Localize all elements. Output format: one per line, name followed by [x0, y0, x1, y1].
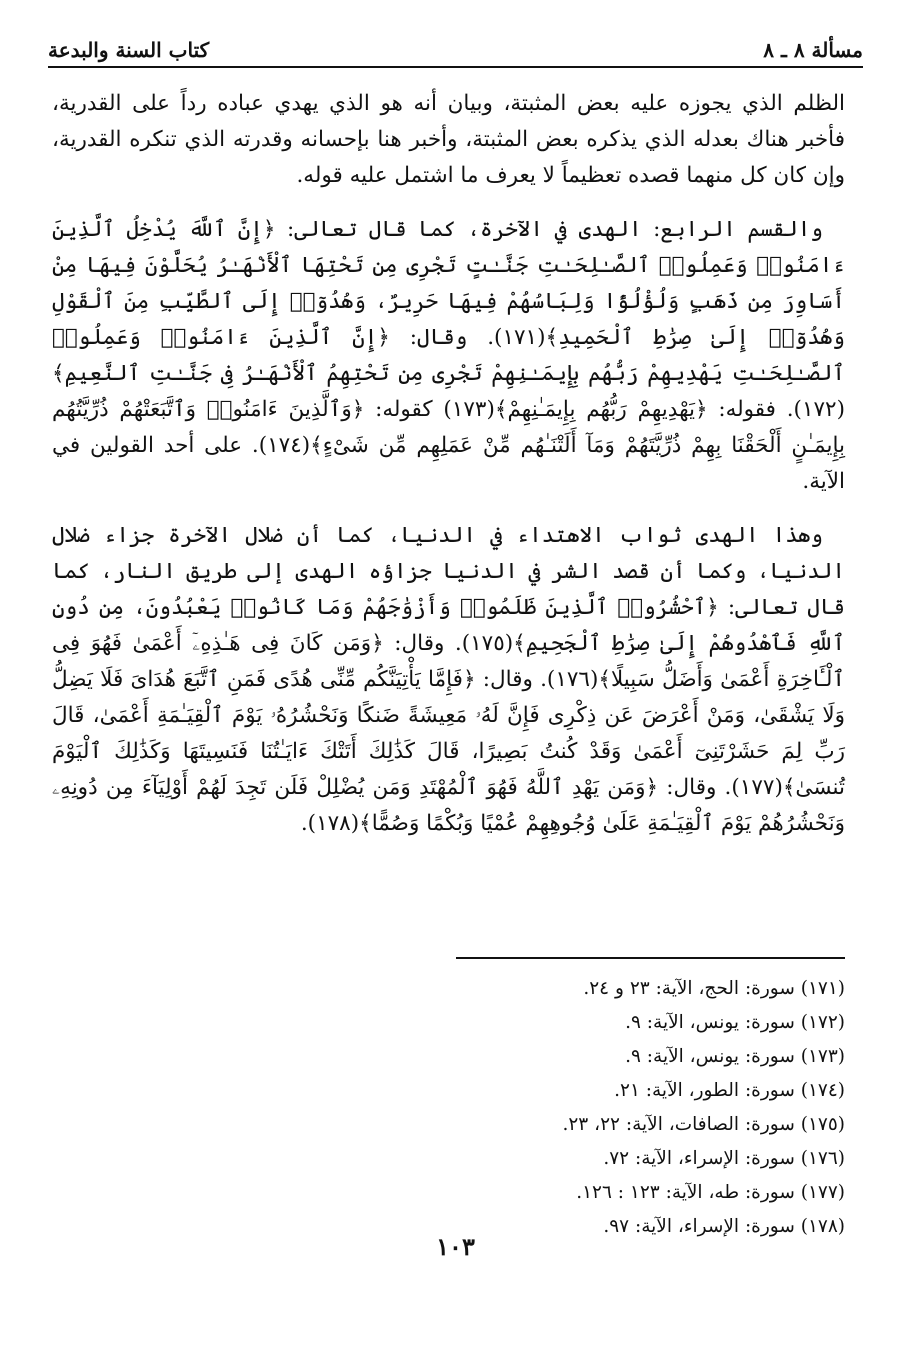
- header-rule: [48, 66, 863, 68]
- issue-number: مسألة ٨ ـ ٨: [763, 38, 863, 62]
- footnote-separator: [456, 957, 845, 959]
- paragraph-3: وهذا الهدى ثواب الاهتداء في الدنيا، كما أن ضلال الآخرة جزاء ضلال الدنيا، وكما أن قصد الشر في الدنيا جزاؤه الهدى إلى طريق النار، كما قال تعالى: ﴿ٱحْشُرُوا۟ ٱلَّذِينَ ظَلَمُوا۟ وَأَزْوَٰجَهُمْ وَمَا كَانُوا۟ يَعْبُدُونَ، مِن دُونِ ٱللَّهِ فَٱهْدُوهُمْ إِلَىٰ صِرَٰطِ ٱلْجَحِيمِ﴾(١٧٥). وقال: ﴿وَمَن كَانَ فِى هَـٰذِهِۦٓ أَعْمَىٰ فَهُوَ فِى ٱلْـَٔاخِرَةِ أَعْمَىٰ وَأَضَلُّ سَبِيلًا﴾(١٧٦). وقال: ﴿فَإِمَّا يَأْتِيَنَّكُم مِّنِّى هُدًى فَمَنِ ٱتَّبَعَ هُدَاىَ فَلَا يَضِلُّ وَلَا يَشْقَىٰ، وَمَنْ أَعْرَضَ عَن ذِكْرِى فَإِنَّ لَهُۥ مَعِيشَةً ضَنكًا وَنَحْشُرُهُۥ يَوْمَ ٱلْقِيَـٰمَةِ أَعْمَىٰ، قَالَ رَبِّ لِمَ حَشَرْتَنِىٓ أَعْمَىٰ وَقَدْ كُنتُ بَصِيرًا، قَالَ كَذَٰلِكَ أَتَتْكَ ءَايَـٰتُنَا فَنَسِيتَهَا وَكَذَٰلِكَ ٱلْيَوْمَ تُنسَىٰ﴾(١٧٧). وقال: ﴿وَمَن يَهْدِ ٱللَّهُ فَهُوَ ٱلْمُهْتَدِ وَمَن يُضْلِلْ فَلَن تَجِدَ لَهُمْ أَوْلِيَآءَ مِن دُونِهِۦ وَنَحْشُرُهُمْ يَوْمَ ٱلْقِيَـٰمَةِ عَلَىٰ وُجُوهِهِمْ عُمْيًا وَبُكْمًا وَصُمًّا﴾(١٧٨).: [52, 523, 845, 836]
- running-header: [48, 30, 863, 62]
- footnote-171: (١٧١) سورة: الحج، الآية: ٢٣ و ٢٤.: [583, 978, 845, 999]
- footnote-173: (١٧٣) سورة: يونس، الآية: ٩.: [625, 1046, 845, 1067]
- footnote-177: (١٧٧) سورة: طه، الآية: ١٢٣ : ١٢٦.: [576, 1182, 845, 1203]
- footnotes: [145, 972, 845, 1244]
- footnote-176: (١٧٦) سورة: الإسراء، الآية: ٧٢.: [603, 1148, 845, 1169]
- paragraph-1: الظلم الذي يجوزه عليه بعض المثبتة، وبيان أنه هو الذي يهدي عباده رداً على القدرية، فأخبر هناك بعدله الذي يذكره بعض المثبتة، وأخبر هنا بإحسانه وقدرته الذي تنكره القدرية، وإن كان كل منهما قصده تعظيماً لا يعرف ما اشتمل عليه قوله.: [52, 91, 845, 188]
- main-text: [52, 86, 845, 860]
- footnote-174: (١٧٤) سورة: الطور، الآية: ٢١.: [614, 1080, 845, 1101]
- footnote-175: (١٧٥) سورة: الصافات، الآية: ٢٢، ٢٣.: [562, 1114, 845, 1135]
- footnote-178: (١٧٨) سورة: الإسراء، الآية: ٩٧.: [603, 1216, 845, 1237]
- footnote-172: (١٧٢) سورة: يونس، الآية: ٩.: [625, 1012, 845, 1033]
- paragraph-2: والقسم الرابع: الهدى في الآخرة، كما قال تعالى: ﴿إِنَّ ٱللَّهَ يُدْخِلُ ٱلَّذِينَ ءَامَنُوا۟ وَعَمِلُوا۟ ٱلصَّـٰلِحَـٰتِ جَنَّـٰتٍ تَجْرِى مِن تَحْتِهَا ٱلْأَنْهَـٰرُ يُحَلَّوْنَ فِيهَا مِنْ أَسَاوِرَ مِن ذَهَبٍ وَلُؤْلُؤًا وَلِبَاسُهُمْ فِيهَا حَرِيرٌ، وَهُدُوٓا۟ إِلَى ٱلطَّيِّبِ مِنَ ٱلْقَوْلِ وَهُدُوٓا۟ إِلَىٰ صِرَٰطِ ٱلْحَمِيدِ﴾(١٧١). وقال: ﴿إِنَّ ٱلَّذِينَ ءَامَنُوا۟ وَعَمِلُوا۟ ٱلصَّـٰلِحَـٰتِ يَهْدِيهِمْ رَبُّهُم بِإِيمَـٰنِهِمْ تَجْرِى مِن تَحْتِهِمُ ٱلْأَنْهَـٰرُ فِى جَنَّـٰتِ ٱلنَّعِيمِ﴾(١٧٢). فقوله: ﴿يَهْدِيهِمْ رَبُّهُم بِإِيمَـٰنِهِمْ﴾(١٧٣) كقوله: ﴿وَٱلَّذِينَ ءَامَنُوا۟ وَٱتَّبَعَتْهُمْ ذُرِّيَّتُهُم بِإِيمَـٰنٍ أَلْحَقْنَا بِهِمْ ذُرِّيَّتَهُمْ وَمَآ أَلَتْنَـٰهُم مِّنْ عَمَلِهِم مِّن شَىْءٍ﴾(١٧٤). على أحد القولين في الآية.: [52, 217, 845, 494]
- book-title: كتاب السنة والبدعة: [48, 38, 210, 62]
- page-number: ١٠٣: [436, 1232, 475, 1261]
